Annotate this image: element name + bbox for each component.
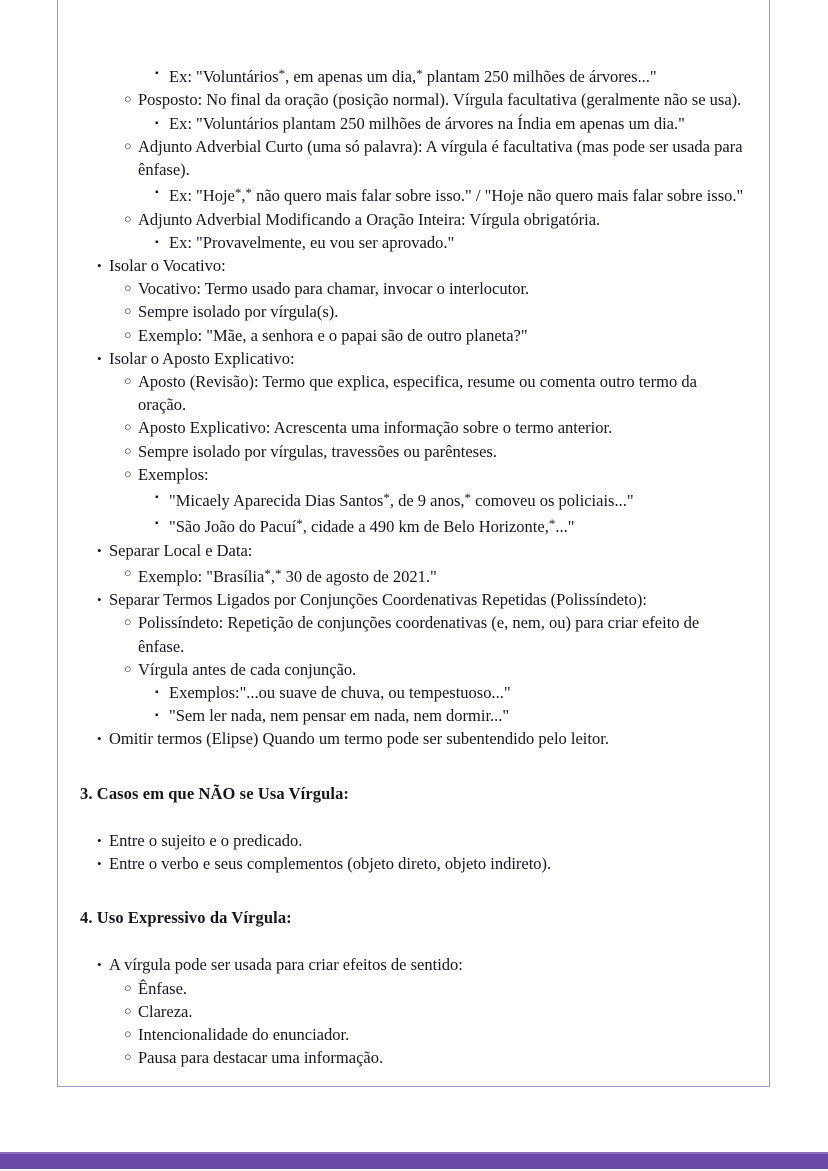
list-item [58, 277, 771, 300]
bullet-dot-icon: • [97, 592, 102, 608]
list-item [58, 181, 771, 207]
list-level2-polissindeto [58, 611, 771, 681]
list-item [58, 512, 771, 538]
list-item-text: Ex: "Voluntários plantam 250 milhões de árvores na Índia em apenas um dia." [169, 113, 685, 133]
list-level1-vocativo [58, 254, 771, 277]
list-item-text: Ex: "Voluntários*, em apenas um dia,* plantam 250 milhões de árvores..." [169, 66, 657, 87]
bullet-circle-icon: ○ [124, 92, 132, 107]
list-item-text: Adjunto Adverbial Modificando a Oração Inteira: Vírgula obrigatória. [138, 209, 601, 229]
bullet-circle-icon: ○ [124, 420, 132, 435]
asterisk-mark: * [274, 565, 282, 581]
bullet-square-icon: ▪ [155, 491, 159, 503]
bullet-circle-icon: ○ [124, 281, 132, 296]
asterisk-mark: * [464, 489, 472, 505]
section-heading-3: 3. Casos em que NÃO se Usa Vírgula: [80, 783, 350, 803]
list-item [58, 254, 771, 277]
list-item-text: "Sem ler nada, nem pensar em nada, nem dormir..." [169, 706, 510, 726]
asterisk-mark: * [296, 516, 303, 532]
section-heading-4: 4. Uso Expressivo da Vírgula: [80, 908, 292, 928]
list-item [58, 88, 771, 111]
section-spacer [58, 929, 771, 953]
asterisk-mark: * [234, 185, 242, 201]
list-level2-group-a [58, 88, 771, 111]
bullet-dot-icon: • [97, 257, 102, 273]
bullet-dot-icon: • [97, 957, 102, 973]
list-item-text: Sempre isolado por vírgulas, travessões ou parênteses. [138, 441, 497, 461]
list-level1-polissindeto [58, 588, 771, 611]
bullet-circle-icon: ○ [124, 466, 132, 481]
list-item [58, 852, 771, 875]
list-item-text: Separar Local e Data: [109, 540, 253, 560]
list-level3-group-a [58, 62, 771, 88]
bullet-square-icon: ▪ [155, 710, 159, 722]
bullet-square-icon: ▪ [155, 236, 159, 248]
section-spacer [58, 805, 771, 829]
list-item-text: Ex: "Hoje*,* não quero mais falar sobre isso." / "Hoje não quero mais falar sobre isso." [169, 185, 744, 206]
top-spacer [58, 0, 771, 62]
bullet-square-icon: ▪ [155, 518, 159, 530]
list-level2-aposto [58, 370, 771, 486]
list-level3-group-d [58, 231, 771, 254]
list-item-text: Isolar o Aposto Explicativo: [109, 348, 295, 368]
list-item-text: Exemplos:"...ou suave de chuva, ou tempestuoso..." [169, 683, 511, 703]
list-level3-aposto-examples [58, 486, 771, 539]
list-item [58, 681, 771, 704]
list-item-text: Sempre isolado por vírgula(s). [138, 302, 339, 322]
bullet-circle-icon: ○ [124, 327, 132, 342]
bullet-square-icon: ▪ [155, 687, 159, 699]
list-item [58, 658, 771, 681]
list-item-text: Vocativo: Termo usado para chamar, invocar o interlocutor. [138, 279, 530, 299]
list-item [58, 208, 771, 231]
list-item-text: Vírgula antes de cada conjunção. [138, 659, 357, 679]
list-item-text: Exemplos: [138, 464, 209, 484]
bullet-circle-icon: ○ [124, 443, 132, 458]
list-item [58, 347, 771, 370]
bullet-square-icon: ▪ [155, 187, 159, 199]
list-item [58, 370, 771, 416]
list-level3-group-b [58, 112, 771, 135]
list-item-text: Exemplo: "Mãe, a senhora e o papai são de outro planeta?" [138, 325, 528, 345]
footer-band-highlight [0, 1152, 828, 1154]
list-item [58, 727, 771, 750]
list-item [58, 440, 771, 463]
list-level2-group-c [58, 208, 771, 231]
asterisk-mark: * [278, 66, 286, 81]
list-section4-effects [58, 977, 771, 1070]
list-item-text: Aposto Explicativo: Acrescenta uma informação sobre o termo anterior. [138, 418, 613, 438]
list-level3-group-c [58, 181, 771, 207]
bullet-dot-icon: • [97, 350, 102, 366]
bullet-circle-icon: ○ [124, 1027, 132, 1042]
list-item-text: Clareza. [138, 1001, 193, 1021]
bullet-circle-icon: ○ [124, 373, 132, 388]
list-item-text: A vírgula pode ser usada para criar efeitos de sentido: [109, 955, 463, 975]
list-level1-local-data [58, 539, 771, 562]
content-frame [57, 0, 770, 1087]
bullet-square-icon: ▪ [155, 68, 159, 79]
asterisk-mark: * [264, 565, 271, 581]
bullet-circle-icon: ○ [124, 138, 132, 153]
bullet-circle-icon: ○ [124, 661, 132, 676]
list-level1-elipse [58, 727, 771, 750]
list-item [58, 112, 771, 135]
list-item-text: "Micaely Aparecida Dias Santos*, de 9 anos,* comoveu os policiais..." [169, 489, 634, 511]
list-item-text: Intencionalidade do enunciador. [138, 1025, 350, 1045]
asterisk-mark: * [245, 185, 252, 201]
list-section4 [58, 953, 771, 976]
list-item [58, 953, 771, 976]
asterisk-mark: * [383, 489, 390, 505]
list-item [58, 562, 771, 588]
asterisk-mark: * [548, 516, 556, 532]
list-item [58, 829, 771, 852]
list-item [58, 135, 771, 181]
bullet-dot-icon: • [97, 856, 102, 872]
list-item-text: Ex: "Provavelmente, eu vou ser aprovado." [169, 232, 455, 252]
list-item [58, 62, 771, 88]
list-item-text: Exemplo: "Brasília*,* 30 de agosto de 2021." [138, 565, 437, 587]
bullet-circle-icon: ○ [124, 1050, 132, 1065]
list-section3 [58, 829, 771, 875]
list-item-text: Isolar o Vocativo: [109, 255, 226, 275]
bullet-circle-icon: ○ [124, 1003, 132, 1018]
list-item [58, 324, 771, 347]
bullet-dot-icon: • [97, 832, 102, 848]
section-spacer [58, 751, 771, 782]
list-item-text: Aposto (Revisão): Termo que explica, especifica, resume ou comenta outro termo da oração. [138, 371, 697, 415]
bullet-dot-icon: • [97, 731, 102, 747]
bullet-square-icon: ▪ [155, 117, 159, 129]
list-item-text: Posposto: No final da oração (posição normal). Vírgula facultativa (geralmente não se usa). [138, 90, 742, 110]
list-item-text: Pausa para destacar uma informação. [138, 1048, 384, 1068]
list-item [58, 539, 771, 562]
list-item [58, 1000, 771, 1023]
bullet-circle-icon: ○ [124, 980, 132, 995]
list-item [58, 977, 771, 1000]
list-level1-aposto [58, 347, 771, 370]
list-level2-local-data [58, 562, 771, 588]
list-item-text: Entre o sujeito e o predicado. [109, 830, 303, 850]
bullet-circle-icon: ○ [124, 565, 132, 580]
document-body [58, 0, 771, 1070]
list-item-text: Omitir termos (Elipse) Quando um termo pode ser subentendido pelo leitor. [109, 729, 609, 749]
list-level2-vocativo [58, 277, 771, 347]
bullet-dot-icon: • [97, 542, 102, 558]
list-item [58, 704, 771, 727]
list-item [58, 231, 771, 254]
list-item-text: Separar Termos Ligados por Conjunções Coordenativas Repetidas (Polissíndeto): [109, 590, 647, 610]
bullet-circle-icon: ○ [124, 304, 132, 319]
list-item [58, 588, 771, 611]
list-item-text: Ênfase. [138, 978, 188, 998]
bullet-circle-icon: ○ [124, 615, 132, 630]
bullet-circle-icon: ○ [124, 211, 132, 226]
list-item-text: Polissíndeto: Repetição de conjunções coordenativas (e, nem, ou) para criar efeito de ênfase. [138, 613, 700, 656]
asterisk-mark: * [416, 66, 423, 81]
list-item-text: "São João do Pacuí*, cidade a 490 km de Belo Horizonte,*..." [169, 516, 575, 537]
section-spacer [58, 875, 771, 906]
list-item-text: Adjunto Adverbial Curto (uma só palavra): A vírgula é facultativa (mas pode ser usada para ênfase). [138, 136, 743, 179]
footer-band [0, 1152, 828, 1169]
list-item [58, 1046, 771, 1069]
list-level3-polissindeto-examples [58, 681, 771, 727]
list-item [58, 1023, 771, 1046]
list-level2-group-b [58, 135, 771, 181]
list-item [58, 486, 771, 512]
list-item [58, 300, 771, 323]
list-item [58, 416, 771, 439]
list-item-text: Entre o verbo e seus complementos (objeto direto, objeto indireto). [109, 854, 552, 874]
list-item [58, 611, 771, 657]
list-item [58, 463, 771, 486]
